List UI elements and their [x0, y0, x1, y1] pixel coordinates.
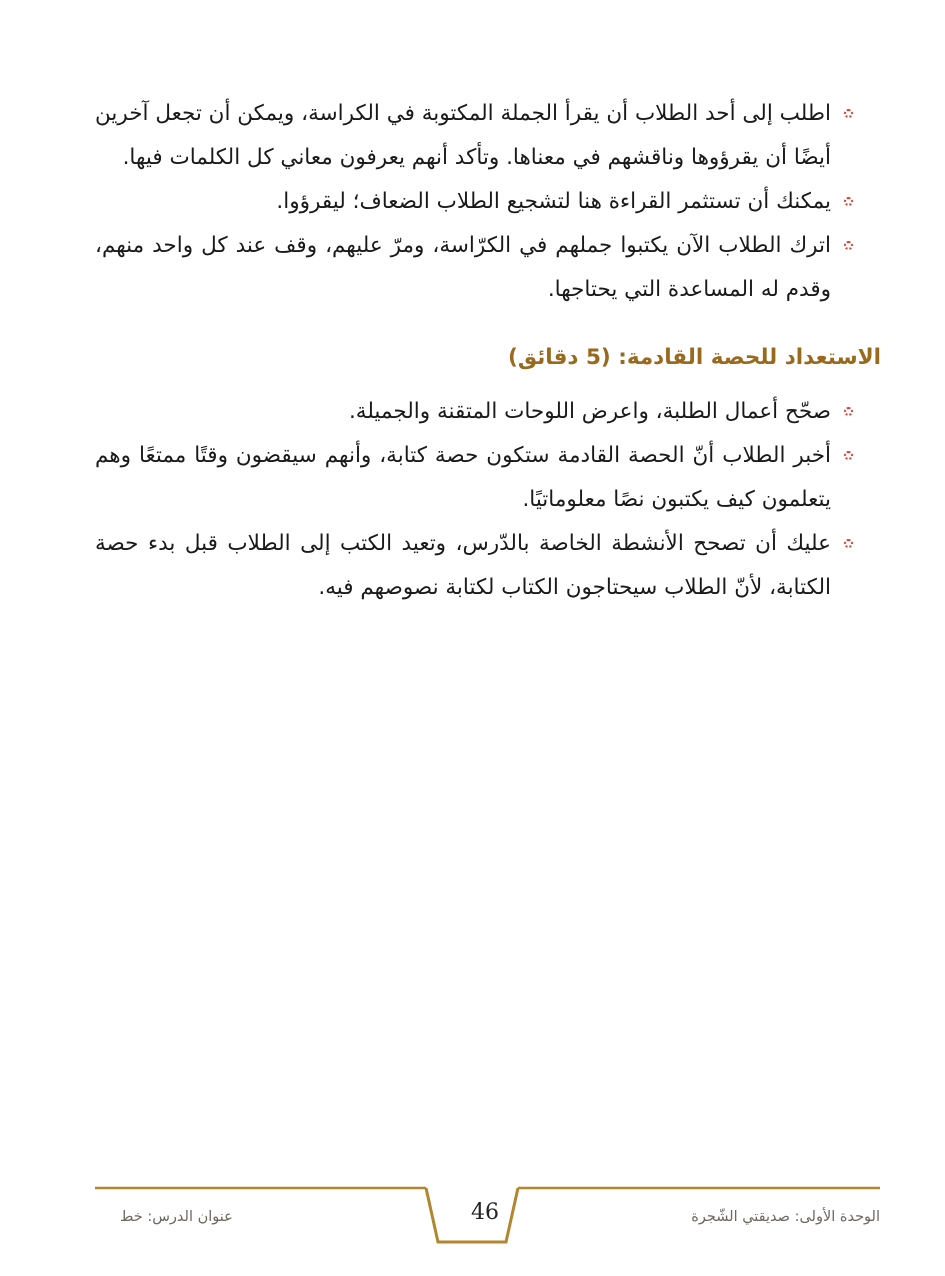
list-item	[95, 390, 881, 434]
list-item	[95, 92, 881, 180]
page-footer	[0, 1178, 945, 1276]
dotted-circle-bullet-icon	[844, 451, 853, 460]
list-item	[95, 434, 881, 522]
footer-lesson-title: عنوان الدرس: خط	[120, 1209, 233, 1225]
list-item	[95, 180, 881, 224]
list-item-text: صحّح أعمال الطلبة، واعرض اللوحات المتقنة والجميلة.	[348, 399, 831, 424]
list-item-text: عليك أن تصحح الأنشطة الخاصة بالدّرس، وتعيد الكتب إلى الطلاب قبل بدء حصة الكتابة، لأنّ الطلاب سيحتاجون الكتاب لكتابة نصوصهم فيه.	[95, 531, 831, 600]
list-item-text: أخبر الطلاب أنّ الحصة القادمة ستكون حصة كتابة، وأنهم سيقضون وقتًا ممتعًا وهم يتعلمون كيف يكتبون نصًا معلوماتيًا.	[95, 443, 831, 512]
dotted-circle-bullet-icon	[844, 241, 853, 250]
dotted-circle-bullet-icon	[844, 539, 853, 548]
dotted-circle-bullet-icon	[844, 407, 853, 416]
list-item	[95, 224, 881, 312]
section-reading-activity	[95, 92, 881, 312]
list-item	[95, 522, 881, 610]
dotted-circle-bullet-icon	[844, 197, 853, 206]
list-item-text: اطلب إلى أحد الطلاب أن يقرأ الجملة المكتوبة في الكراسة، ويمكن أن تجعل آخرين أيضًا أن يقرؤوها وناقشهم في معناها. وتأكد أنهم يعرفون معاني كل الكلمات فيها.	[95, 101, 831, 170]
dotted-circle-bullet-icon	[844, 109, 853, 118]
list-item-text: اترك الطلاب الآن يكتبوا جملهم في الكرّاسة، ومرّ عليهم، وقف عند كل واحد منهم، وقدم له المساعدة التي يحتاجها.	[95, 233, 831, 302]
page-number: 46	[471, 1200, 499, 1225]
lesson-notes	[95, 92, 881, 610]
section-next-lesson-prep	[95, 390, 881, 610]
section-heading: الاستعداد للحصة القادمة: (5 دقائق)	[508, 345, 881, 370]
footer-unit-title: الوحدة الأولى: صديقتي الشّجرة	[691, 1209, 880, 1225]
list-item-text: يمكنك أن تستثمر القراءة هنا لتشجيع الطلاب الضعاف؛ ليقرؤوا.	[276, 189, 831, 214]
